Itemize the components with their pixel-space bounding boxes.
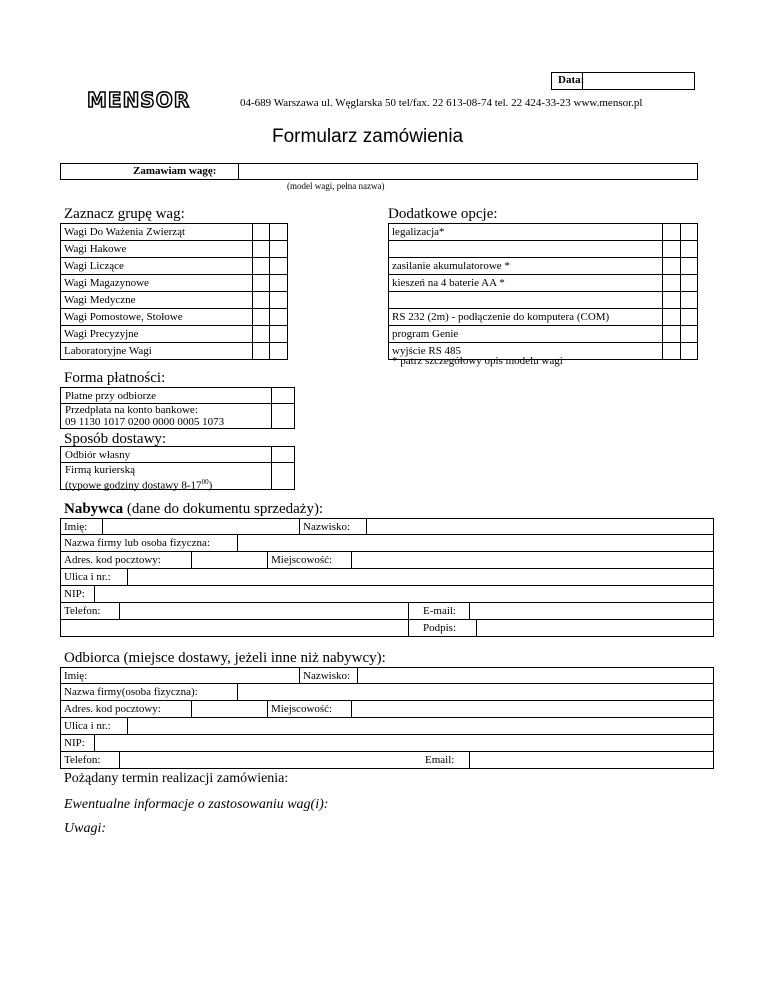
option-item-checkbox-extra[interactable] bbox=[680, 241, 697, 258]
buyer-signature-row: Podpis: bbox=[60, 620, 714, 637]
recipient-street-row: Ulica i nr.: bbox=[60, 718, 714, 735]
option-item-checkbox[interactable] bbox=[663, 292, 680, 309]
option-item-checkbox[interactable] bbox=[663, 326, 680, 343]
group-item-checkbox-extra[interactable] bbox=[270, 275, 288, 292]
group-item-checkbox[interactable] bbox=[252, 292, 270, 309]
option-item-label: kieszeń na 4 baterie AA * bbox=[389, 275, 663, 292]
buyer-city-field[interactable] bbox=[352, 552, 713, 568]
buyer-phone-field[interactable] bbox=[120, 603, 469, 619]
option-item-label: program Genie bbox=[389, 326, 663, 343]
recipient-nip-row: NIP: bbox=[60, 735, 714, 752]
company-address: 04-689 Warszawa ul. Węglarska 50 tel/fax. 22 613-08-74 tel. 22 424-33-23 www.mensor.pl bbox=[240, 97, 643, 109]
group-item-label: Wagi Hakowe bbox=[61, 241, 253, 258]
payment-cod-checkbox[interactable] bbox=[272, 388, 294, 403]
buyer-heading: Nabywca (dane do dokumentu sprzedaży): bbox=[64, 501, 324, 517]
option-item-checkbox[interactable] bbox=[663, 309, 680, 326]
group-item-checkbox-extra[interactable] bbox=[270, 292, 288, 309]
buyer-signature-field[interactable] bbox=[477, 620, 713, 636]
recipient-address-row: Adres. kod pocztowy: Miejscowość: bbox=[60, 701, 714, 718]
group-item-row bbox=[61, 343, 288, 360]
option-item-row bbox=[389, 224, 698, 241]
option-item-checkbox-extra[interactable] bbox=[680, 224, 697, 241]
buyer-postcode-field[interactable] bbox=[192, 552, 267, 568]
recipient-city-field[interactable] bbox=[352, 701, 713, 717]
group-item-row bbox=[61, 275, 288, 292]
group-item-label: Wagi Magazynowe bbox=[61, 275, 253, 292]
groups-heading: Zaznacz grupę wag: bbox=[64, 206, 185, 222]
group-item-label: Wagi Pomostowe, Stołowe bbox=[61, 309, 253, 326]
option-item-row bbox=[389, 258, 698, 275]
date-box bbox=[551, 72, 695, 90]
recipient-last-name-field[interactable] bbox=[358, 668, 713, 684]
delivery-courier-checkbox[interactable] bbox=[272, 463, 294, 489]
option-item-label: RS 232 (2m) - podłączenie do komputera (COM) bbox=[389, 309, 663, 326]
buyer-nip-field[interactable] bbox=[95, 586, 713, 602]
options-note: * patrz szczegółowy opis modelu wagi bbox=[392, 355, 563, 367]
remarks-label: Uwagi: bbox=[64, 821, 106, 836]
recipient-first-name-field[interactable] bbox=[103, 668, 299, 684]
group-item-label: Wagi Medyczne bbox=[61, 292, 253, 309]
group-item-label: Laboratoryjne Wagi bbox=[61, 343, 253, 360]
option-item-checkbox[interactable] bbox=[663, 224, 680, 241]
option-item-checkbox[interactable] bbox=[663, 343, 680, 360]
order-model-field[interactable] bbox=[241, 165, 691, 179]
option-item-checkbox-extra[interactable] bbox=[680, 343, 697, 360]
group-item-checkbox-extra[interactable] bbox=[270, 224, 288, 241]
option-item-checkbox-extra[interactable] bbox=[680, 275, 697, 292]
payment-cod-label: Płatne przy odbiorze bbox=[65, 390, 157, 402]
group-item-row bbox=[61, 241, 288, 258]
group-item-checkbox[interactable] bbox=[252, 241, 270, 258]
usage-label: Ewentualne informacje o zastosowaniu wag(i): bbox=[64, 797, 329, 812]
option-item-row bbox=[389, 292, 698, 309]
group-item-label: Wagi Precyzyjne bbox=[61, 326, 253, 343]
payment-prepay-label: Przedpłata na konto bankowe: bbox=[65, 404, 198, 416]
recipient-street-field[interactable] bbox=[128, 718, 713, 734]
buyer-street-field[interactable] bbox=[128, 569, 713, 585]
option-item-row bbox=[389, 241, 698, 258]
mensor-logo: MENSOR bbox=[87, 88, 191, 112]
group-item-row bbox=[61, 292, 288, 309]
buyer-address-row: Adres. kod pocztowy: Miejscowość: bbox=[60, 552, 714, 569]
option-item-checkbox-extra[interactable] bbox=[680, 258, 697, 275]
option-item-checkbox[interactable] bbox=[663, 275, 680, 292]
buyer-last-name-field[interactable] bbox=[367, 519, 713, 535]
group-item-row bbox=[61, 326, 288, 343]
delivery-courier-hours: (typowe godziny dostawy $8-17^{00}$) bbox=[65, 478, 213, 492]
options-heading: Dodatkowe opcje: bbox=[388, 206, 498, 222]
group-item-label: Wagi Liczące bbox=[61, 258, 253, 275]
recipient-heading: Odbiorca (miejsce dostawy, jeżeli inne niż nabywcy): bbox=[64, 650, 386, 666]
date-label: Data: bbox=[558, 74, 585, 86]
buyer-street-row: Ulica i nr.: bbox=[60, 569, 714, 586]
recipient-name-row: Imię: Nazwisko: bbox=[60, 667, 714, 684]
payment-box bbox=[60, 387, 295, 429]
delivery-box bbox=[60, 446, 295, 490]
recipient-postcode-field[interactable] bbox=[192, 701, 267, 717]
group-item-checkbox-extra[interactable] bbox=[270, 309, 288, 326]
buyer-nip-row: NIP: bbox=[60, 586, 714, 603]
group-item-row bbox=[61, 309, 288, 326]
option-item-label bbox=[389, 292, 663, 309]
option-item-checkbox[interactable] bbox=[663, 241, 680, 258]
group-item-checkbox[interactable] bbox=[252, 258, 270, 275]
buyer-first-name-field[interactable] bbox=[103, 519, 299, 535]
recipient-phone-row: Telefon: Email: bbox=[60, 752, 714, 769]
group-item-checkbox-extra[interactable] bbox=[270, 241, 288, 258]
group-item-checkbox[interactable] bbox=[252, 326, 270, 343]
options-table bbox=[388, 223, 698, 360]
payment-heading: Forma płatności: bbox=[64, 370, 166, 386]
group-item-checkbox-extra[interactable] bbox=[270, 258, 288, 275]
option-item-label: wyjście RS 485 bbox=[389, 343, 663, 360]
page-title: Formularz zamówienia bbox=[272, 126, 464, 147]
group-item-checkbox[interactable] bbox=[252, 309, 270, 326]
option-item-row bbox=[389, 309, 698, 326]
payment-bank-account: 09 1130 1017 0200 0000 0005 1073 bbox=[65, 416, 225, 428]
buyer-company-row: Nazwa firmy lub osoba fizyczna: bbox=[60, 535, 714, 552]
group-item-checkbox-extra[interactable] bbox=[270, 343, 288, 360]
delivery-courier-label: Firmą kurierską bbox=[65, 464, 135, 476]
group-item-label: Wagi Do Ważenia Zwierząt bbox=[61, 224, 253, 241]
recipient-phone-field[interactable] bbox=[120, 752, 469, 768]
group-item-checkbox[interactable] bbox=[252, 224, 270, 241]
group-item-row bbox=[61, 224, 288, 241]
delivery-pickup-checkbox[interactable] bbox=[272, 447, 294, 462]
group-item-checkbox[interactable] bbox=[252, 275, 270, 292]
deadline-label: Pożądany termin realizacji zamówienia: bbox=[64, 771, 289, 786]
delivery-pickup-label: Odbiór własny bbox=[65, 449, 131, 461]
option-item-row bbox=[389, 326, 698, 343]
option-item-label bbox=[389, 241, 663, 258]
groups-table bbox=[60, 223, 288, 360]
group-item-checkbox[interactable] bbox=[252, 343, 270, 360]
option-item-checkbox-extra[interactable] bbox=[680, 309, 697, 326]
buyer-company-field[interactable] bbox=[238, 535, 713, 551]
delivery-heading: Sposób dostawy: bbox=[64, 431, 167, 447]
recipient-nip-field[interactable] bbox=[95, 735, 713, 751]
buyer-name-row: Imię: Nazwisko: bbox=[60, 518, 714, 535]
buyer-phone-row: Telefon: E-mail: bbox=[60, 603, 714, 620]
group-item-checkbox-extra[interactable] bbox=[270, 326, 288, 343]
date-field[interactable] bbox=[586, 74, 686, 88]
recipient-company-row: Nazwa firmy(osoba fizyczna): bbox=[60, 684, 714, 701]
option-item-row bbox=[389, 275, 698, 292]
option-item-label: legalizacja* bbox=[389, 224, 663, 241]
order-model-row bbox=[60, 163, 698, 180]
group-item-row bbox=[61, 258, 288, 275]
order-model-label: Zamawiam wagę: bbox=[133, 165, 217, 177]
payment-prepay-checkbox[interactable] bbox=[272, 404, 294, 428]
order-model-hint: (model wagi, pełna nazwa) bbox=[287, 181, 385, 191]
recipient-email-field[interactable] bbox=[470, 752, 713, 768]
buyer-email-field[interactable] bbox=[470, 603, 713, 619]
recipient-company-field[interactable] bbox=[238, 684, 713, 700]
option-item-label: zasilanie akumulatorowe * bbox=[389, 258, 663, 275]
option-item-checkbox-extra[interactable] bbox=[680, 326, 697, 343]
option-item-checkbox[interactable] bbox=[663, 258, 680, 275]
option-item-checkbox-extra[interactable] bbox=[680, 292, 697, 309]
